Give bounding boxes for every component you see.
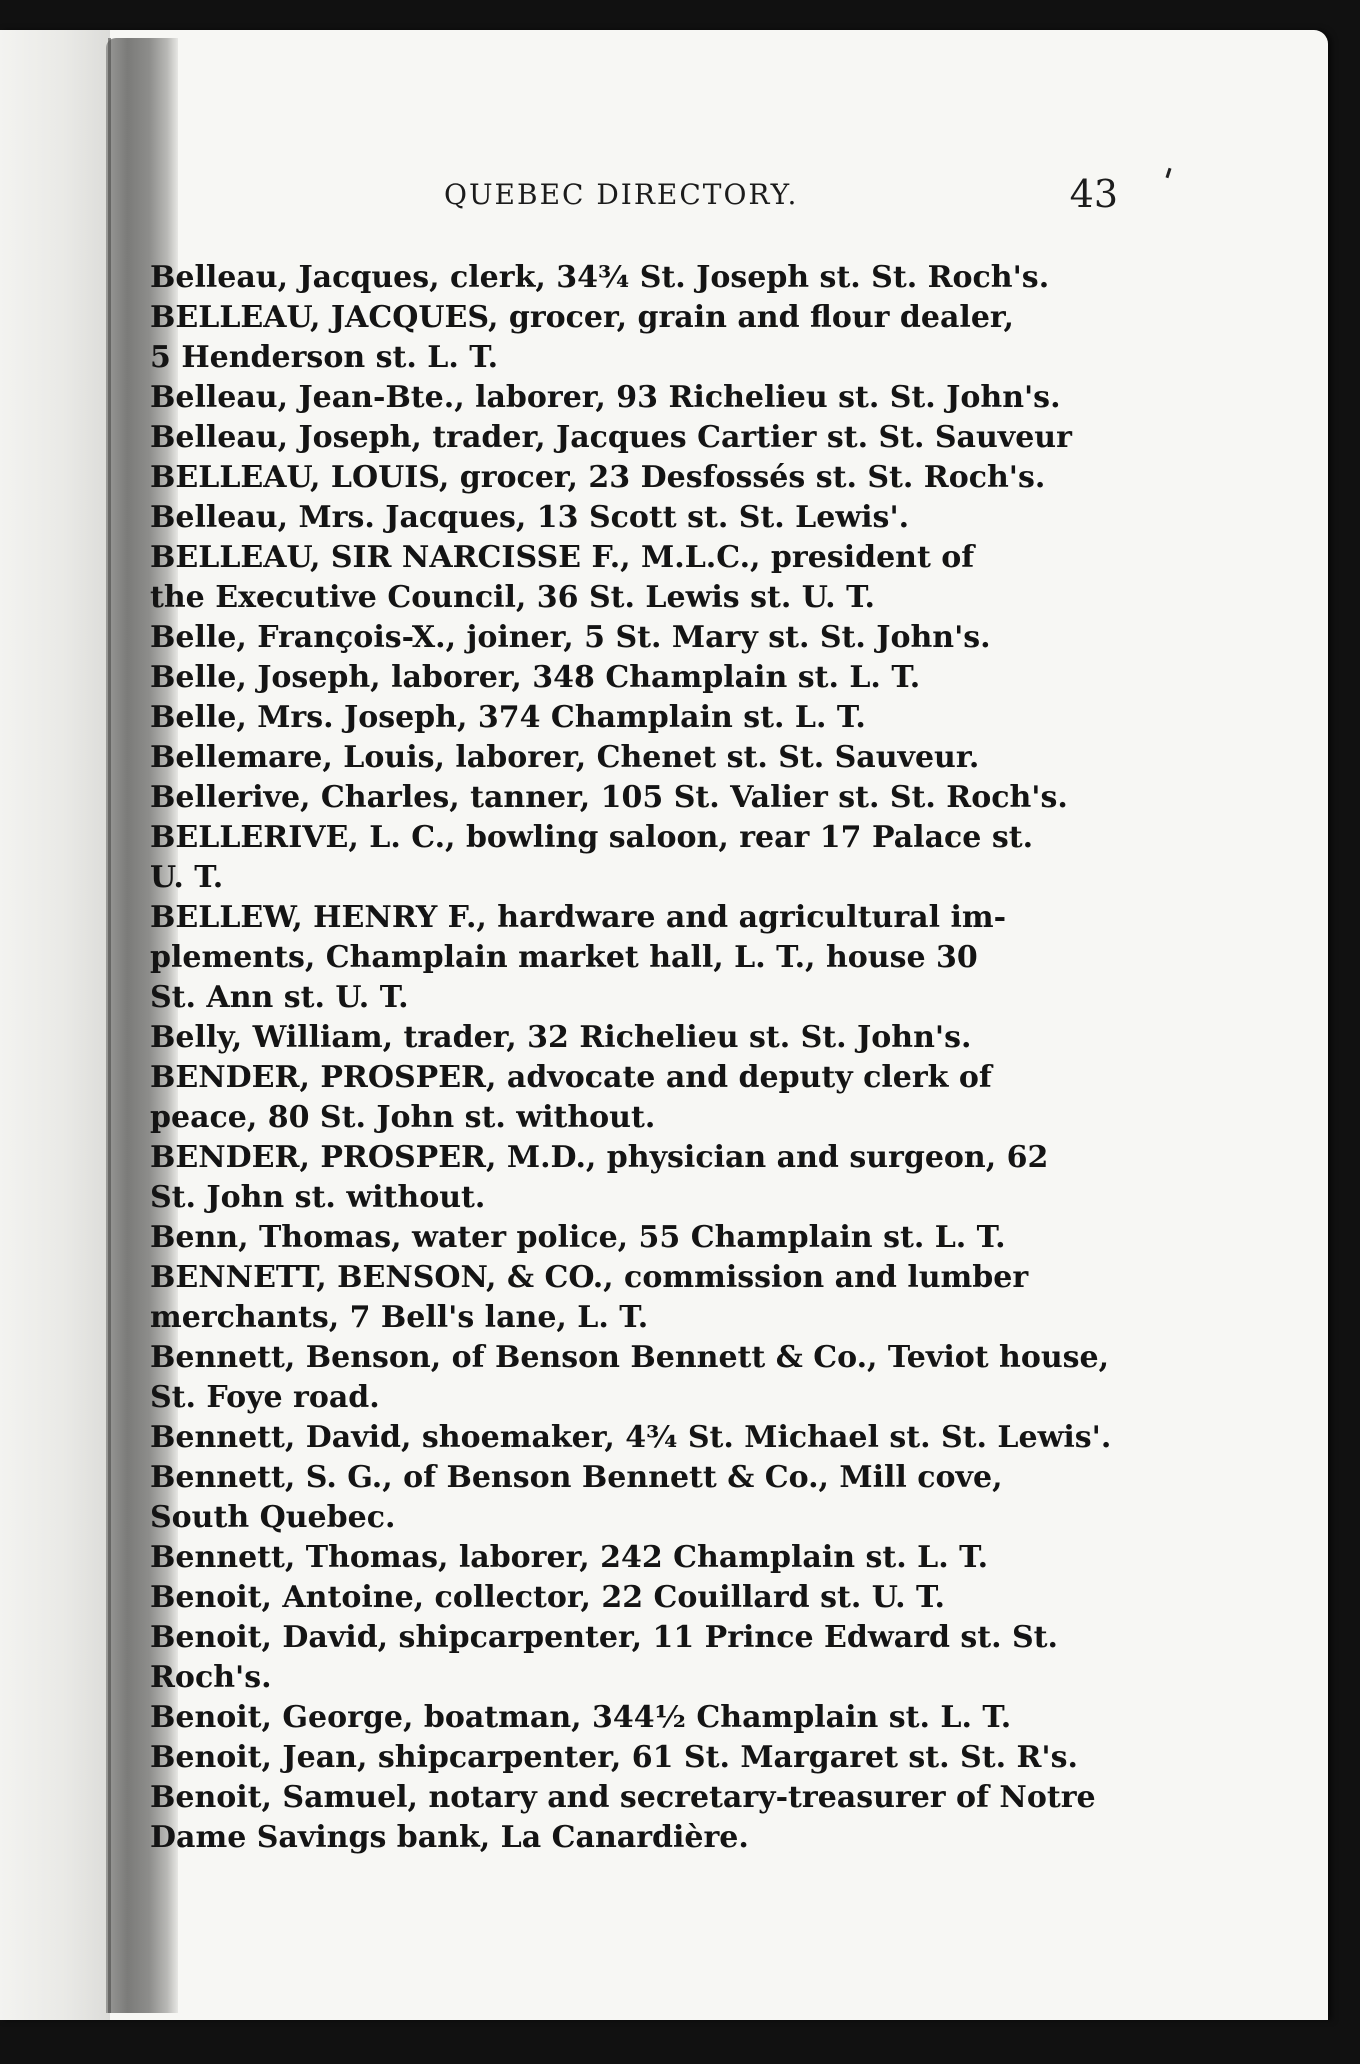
entry-line: Bennett, Thomas, laborer, 242 Champlain st. L. T.	[150, 1540, 989, 1575]
entry-continuation-line: U. T.	[150, 860, 224, 895]
directory-entry	[150, 658, 1130, 698]
entry-line: BELLEAU, JACQUES, grocer, grain and flour dealer,	[150, 300, 1014, 335]
entry-continuation-line: Roch's.	[150, 1660, 272, 1695]
facing-page-edge	[0, 30, 110, 2020]
directory-entry	[150, 898, 1130, 1018]
entry-continuation-line: St. Ann st. U. T.	[150, 980, 409, 1015]
directory-entry	[150, 298, 1130, 378]
directory-entry	[150, 1218, 1130, 1258]
entry-continuation-line: St. John st. without.	[150, 1180, 486, 1215]
directory-entry	[150, 818, 1130, 898]
directory-entry	[150, 1058, 1130, 1138]
directory-entry	[150, 1778, 1130, 1858]
entry-line: Belleau, Jacques, clerk, 34¾ St. Joseph st. St. Roch's.	[150, 260, 1050, 295]
entry-continuation-line: South Quebec.	[150, 1500, 396, 1535]
directory-entry	[150, 1418, 1130, 1458]
directory-entry	[150, 1018, 1130, 1058]
entry-line: Belly, William, trader, 32 Richelieu st. St. John's.	[150, 1020, 972, 1055]
directory-entry	[150, 1338, 1130, 1418]
directory-entry	[150, 1738, 1130, 1778]
entry-continuation-line: plements, Champlain market hall, L. T., house 30	[150, 940, 978, 975]
entry-line: Belle, Joseph, laborer, 348 Champlain st. L. T.	[150, 660, 921, 695]
directory-entry	[150, 1618, 1130, 1698]
entry-line: Benoit, George, boatman, 344½ Champlain st. L. T.	[150, 1700, 1012, 1735]
page-number: 43	[1069, 172, 1118, 216]
entry-line: Belleau, Joseph, trader, Jacques Cartier st. St. Sauveur	[150, 420, 1072, 455]
directory-entry	[150, 618, 1130, 658]
entry-line: BELLEAU, SIR NARCISSE F., M.L.C., president of	[150, 540, 975, 575]
directory-entry	[150, 378, 1130, 418]
entry-line: Benn, Thomas, water police, 55 Champlain st. L. T.	[150, 1220, 1006, 1255]
entry-line: Belleau, Jean-Bte., laborer, 93 Richelieu st. St. John's.	[150, 380, 1061, 415]
directory-entry	[150, 458, 1130, 498]
entry-line: BENDER, PROSPER, advocate and deputy clerk of	[150, 1060, 992, 1095]
directory-entry	[150, 498, 1130, 538]
directory-entry	[150, 1578, 1130, 1618]
entry-line: BENNETT, BENSON, & CO., commission and lumber	[150, 1260, 1029, 1295]
directory-entry	[150, 738, 1130, 778]
entry-line: BENDER, PROSPER, M.D., physician and surgeon, 62	[150, 1140, 1049, 1175]
entry-line: BELLEW, HENRY F., hardware and agricultural im-	[150, 900, 1007, 935]
entry-continuation-line: Dame Savings bank, La Canardière.	[150, 1820, 749, 1855]
entry-line: Benoit, David, shipcarpenter, 11 Prince Edward st. St.	[150, 1620, 1058, 1655]
directory-entry	[150, 418, 1130, 458]
entry-continuation-line: peace, 80 St. John st. without.	[150, 1100, 656, 1135]
entry-line: Benoit, Antoine, collector, 22 Couillard st. U. T.	[150, 1580, 945, 1615]
entry-line: Belle, Mrs. Joseph, 374 Champlain st. L. T.	[150, 700, 866, 735]
entry-line: Belleau, Mrs. Jacques, 13 Scott st. St. Lewis'.	[150, 500, 910, 535]
directory-entry	[150, 1138, 1130, 1218]
entry-line: Bennett, Benson, of Benson Bennett & Co., Teviot house,	[150, 1340, 1110, 1375]
running-head: QUEBEC DIRECTORY.	[444, 178, 799, 211]
directory-entry	[150, 538, 1130, 618]
directory-entry	[150, 1698, 1130, 1738]
directory-entry	[150, 1458, 1130, 1538]
directory-entries	[150, 258, 1130, 1858]
entry-line: Bellemare, Louis, laborer, Chenet st. St. Sauveur.	[150, 740, 980, 775]
directory-entry	[150, 698, 1130, 738]
entry-line: Bennett, David, shoemaker, 4¾ St. Michael st. St. Lewis'.	[150, 1420, 1112, 1455]
entry-line: Benoit, Samuel, notary and secretary-treasurer of Notre	[150, 1780, 1096, 1815]
entry-line: Bellerive, Charles, tanner, 105 St. Valier st. St. Roch's.	[150, 780, 1068, 815]
entry-line: BELLEAU, LOUIS, grocer, 23 Desfossés st. St. Roch's.	[150, 460, 1046, 495]
directory-entry	[150, 778, 1130, 818]
entry-continuation-line: 5 Henderson st. L. T.	[150, 340, 499, 375]
directory-entry	[150, 258, 1130, 298]
entry-continuation-line: St. Foye road.	[150, 1380, 380, 1415]
directory-entry	[150, 1538, 1130, 1578]
entry-line: Bennett, S. G., of Benson Bennett & Co., Mill cove,	[150, 1460, 1003, 1495]
entry-continuation-line: the Executive Council, 36 St. Lewis st. U. T.	[150, 580, 875, 615]
entry-line: Benoit, Jean, shipcarpenter, 61 St. Margaret st. St. R's.	[150, 1740, 1078, 1775]
entry-line: BELLERIVE, L. C., bowling saloon, rear 17 Palace st.	[150, 820, 1034, 855]
page-header	[440, 172, 1120, 238]
entry-line: Belle, François-X., joiner, 5 St. Mary st. St. John's.	[150, 620, 991, 655]
entry-continuation-line: merchants, 7 Bell's lane, L. T.	[150, 1300, 649, 1335]
fold-line	[108, 38, 111, 2013]
directory-entry	[150, 1258, 1130, 1338]
